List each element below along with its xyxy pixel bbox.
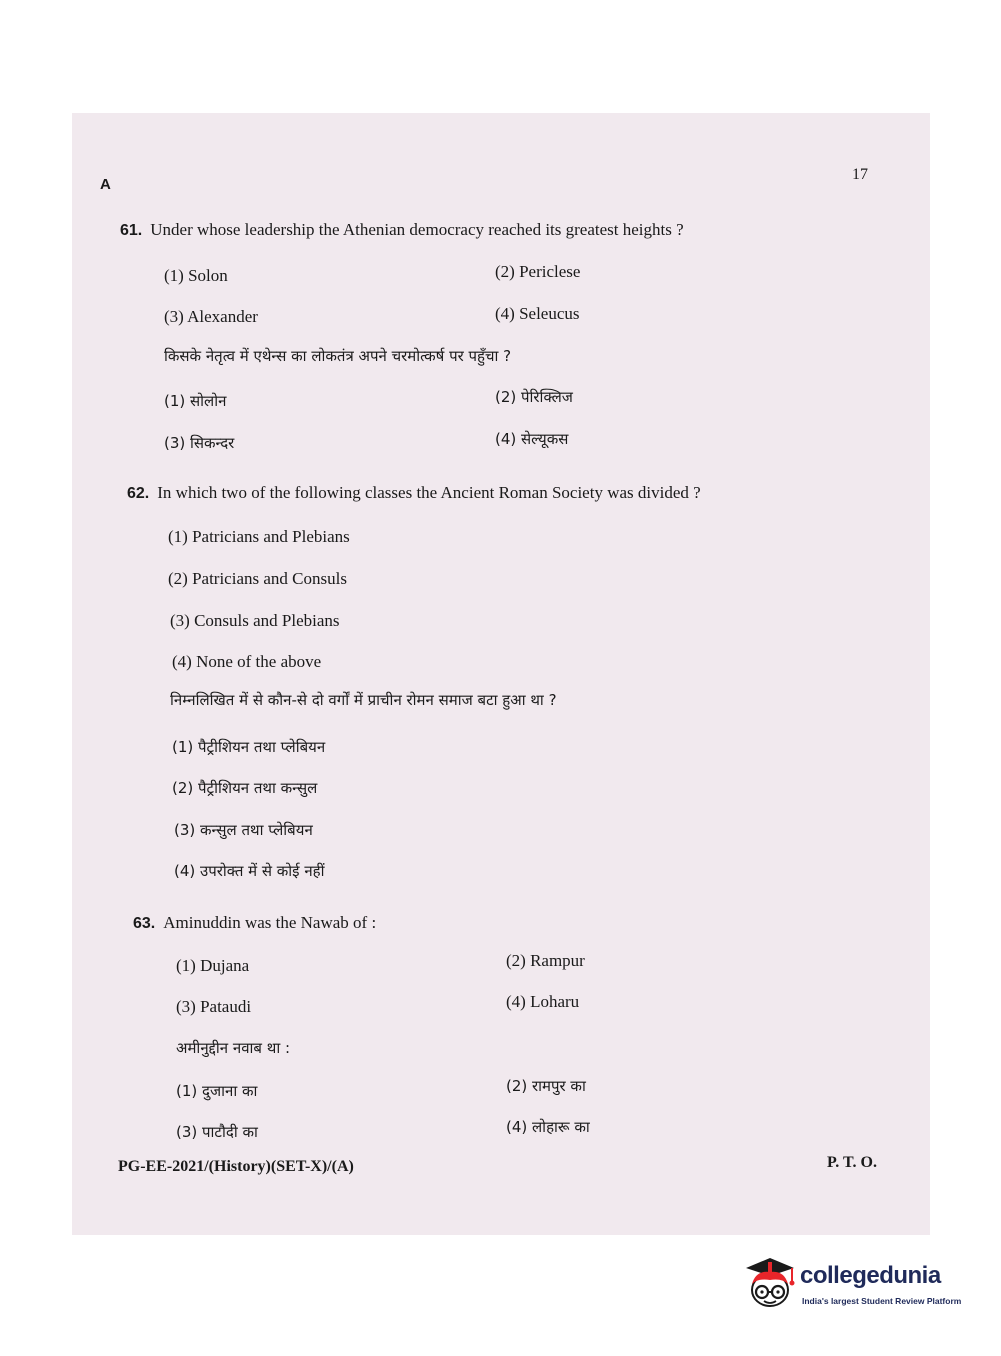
question-text-en: In which two of the following classes the Ancient Roman Society was divided ? [157, 483, 701, 502]
option-hi: (3) कन्सुल तथा प्लेबियन [174, 821, 313, 839]
question-text-hi: निम्नलिखित में से कौन-से दो वर्गों में प्राचीन रोमन समाज बटा हुआ था ? [170, 691, 557, 709]
option-hi: (2) पेरिक्लिज [495, 388, 573, 406]
page-number: 17 [852, 166, 868, 183]
option-hi: (1) दुजाना का [176, 1082, 258, 1100]
question-text-hi: अमीनुद्दीन नवाब था : [176, 1039, 291, 1057]
option-en: (1) Solon [164, 266, 228, 285]
student-mascot-icon [742, 1254, 798, 1314]
question-text-hi: किसके नेतृत्व में एथेन्स का लोकतंत्र अपने चरमोत्कर्ष पर पहुँचा ? [164, 347, 512, 365]
pto-label: P. T. O. [827, 1154, 877, 1171]
collegedunia-logo[interactable] [742, 1248, 972, 1320]
option-hi: (4) लोहारू का [506, 1118, 590, 1136]
logo-wordmark: collegedunia [800, 1262, 941, 1289]
option-hi: (1) सोलोन [164, 392, 227, 410]
question-text-en: Aminuddin was the Nawab of : [163, 913, 377, 932]
question-62 [127, 483, 701, 503]
option-en: (3) Alexander [164, 307, 258, 326]
question-63 [133, 913, 376, 933]
paper-code: PG-EE-2021/(History)(SET-X)/(A) [118, 1158, 354, 1175]
option-en: (3) Consuls and Plebians [170, 611, 340, 630]
option-en: (3) Pataudi [176, 997, 252, 1016]
question-61 [120, 220, 684, 240]
question-number: 62. [127, 485, 150, 502]
set-letter: A [100, 176, 111, 193]
option-en: (2) Rampur [506, 951, 585, 970]
option-en: (4) Loharu [506, 992, 580, 1011]
option-hi: (4) सेल्यूकस [495, 430, 569, 448]
question-number: 63. [133, 915, 156, 932]
option-hi: (2) रामपुर का [506, 1077, 586, 1095]
option-hi: (2) पैट्रीशियन तथा कन्सुल [172, 779, 318, 797]
option-en: (4) None of the above [172, 652, 322, 671]
option-hi: (3) पाटौदी का [176, 1123, 258, 1141]
option-en: (4) Seleucus [495, 304, 580, 323]
option-en: (1) Patricians and Plebians [168, 527, 350, 546]
logo-tagline: India's largest Student Review Platform [802, 1296, 962, 1306]
question-number: 61. [120, 222, 143, 239]
option-hi: (3) सिकन्दर [164, 434, 235, 452]
question-text-en: Under whose leadership the Athenian democracy reached its greatest heights ? [150, 220, 684, 239]
option-en: (2) Patricians and Consuls [168, 569, 347, 588]
option-en: (2) Periclese [495, 262, 581, 281]
option-en: (1) Dujana [176, 956, 250, 975]
option-hi: (4) उपरोक्त में से कोई नहीं [174, 862, 325, 880]
option-hi: (1) पैट्रीशियन तथा प्लेबियन [172, 738, 326, 756]
